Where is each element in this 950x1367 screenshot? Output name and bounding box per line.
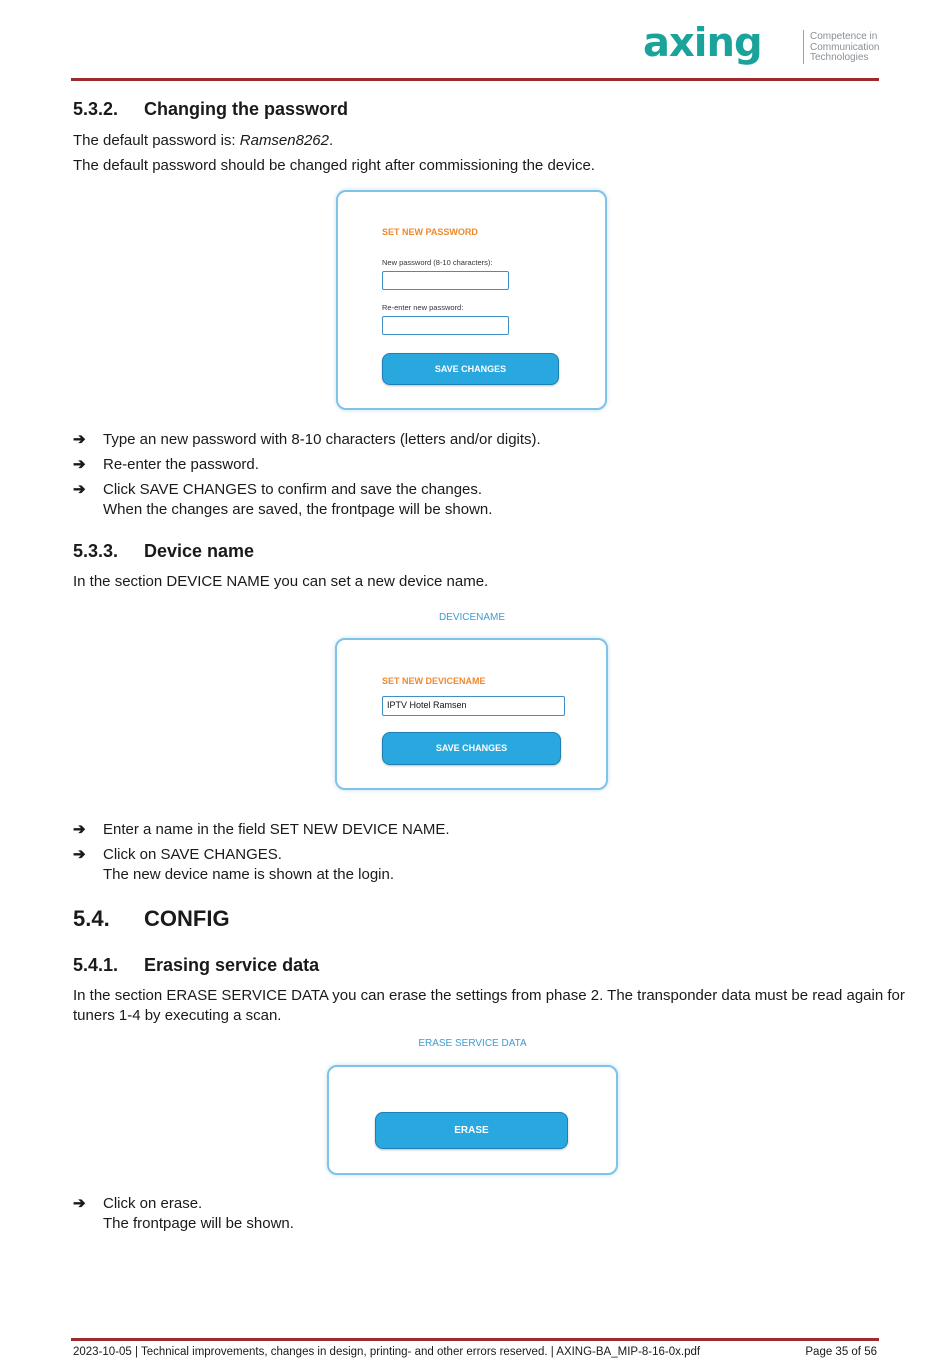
erase-button[interactable]: ERASE <box>375 1112 568 1149</box>
default-password-prefix: The default password is: <box>73 132 240 149</box>
step-result-text: The frontpage will be shown. <box>103 1215 294 1232</box>
section-533-heading <box>73 541 254 562</box>
save-changes-button[interactable]: SAVE CHANGES <box>382 353 559 385</box>
devicename-panel <box>335 638 608 790</box>
arrow-icon: ➔ <box>73 821 86 838</box>
section-532-heading <box>73 99 348 120</box>
logo-text: axing <box>643 26 762 66</box>
footer-rule <box>71 1338 879 1341</box>
reenter-password-input[interactable] <box>382 316 509 335</box>
footer-text: 2023-10-05 | Technical improvements, changes in design, printing- and other errors reserved. | AXING-BA_MIP-8-16-0x.pdf <box>73 1346 701 1358</box>
section-title: Device name <box>144 541 255 561</box>
erase-intro-line-1: In the section ERASE SERVICE DATA you can erase the settings from phase 2. The transponder data must be read again for <box>73 987 905 1004</box>
save-changes-button[interactable]: SAVE CHANGES <box>382 732 561 765</box>
section-title: Erasing service data <box>144 955 320 975</box>
step-text: Click SAVE CHANGES to confirm and save the changes. <box>103 481 483 498</box>
arrow-icon: ➔ <box>73 481 86 498</box>
set-password-title: SET NEW PASSWORD <box>382 227 478 237</box>
page-number: Page 35 of 56 <box>805 1346 877 1358</box>
step-result-text: When the changes are saved, the frontpage will be shown. <box>103 501 493 518</box>
step-result-text: The new device name is shown at the login. <box>103 866 394 883</box>
default-password-line <box>73 132 333 149</box>
tagline-line-3: Technologies <box>810 52 869 63</box>
section-541-heading <box>73 955 319 976</box>
default-password-suffix: . <box>329 132 334 149</box>
erase-service-data-caption: ERASE SERVICE DATA <box>418 1038 527 1049</box>
step-text: Click on SAVE CHANGES. <box>103 846 282 863</box>
section-number: 5.3.3. <box>73 541 119 561</box>
devicename-caption: DEVICENAME <box>438 612 506 623</box>
axing-logo <box>643 26 798 66</box>
change-password-advice: The default password should be changed right after commissioning the device. <box>73 157 595 174</box>
reenter-password-label: Re-enter new password: <box>382 303 464 312</box>
new-password-label: New password (8-10 characters): <box>382 258 493 267</box>
section-number: 5.4.1. <box>73 955 119 975</box>
step-text: Enter a name in the field SET NEW DEVICE NAME. <box>103 821 450 838</box>
default-password-value: Ramsen8262 <box>239 132 329 149</box>
section-number: 5.4. <box>73 906 110 931</box>
set-devicename-title: SET NEW DEVICENAME <box>382 676 486 686</box>
set-password-panel <box>336 190 607 410</box>
arrow-icon: ➔ <box>73 431 86 448</box>
arrow-icon: ➔ <box>73 846 86 863</box>
section-title: CONFIG <box>144 906 230 931</box>
tagline-line-2: Communication <box>810 41 880 53</box>
tagline <box>810 32 879 64</box>
step-text: Re-enter the password. <box>103 456 259 473</box>
step-text: Type an new password with 8-10 characters (letters and/or digits). <box>103 431 541 448</box>
erase-service-data-panel <box>327 1065 618 1175</box>
tagline-line-1: Competence in <box>810 31 878 42</box>
devicename-input[interactable]: IPTV Hotel Ramsen <box>382 696 565 716</box>
arrow-icon: ➔ <box>73 456 86 473</box>
erase-intro-line-2: tuners 1-4 by executing a scan. <box>73 1007 282 1024</box>
logo-separator <box>803 30 804 64</box>
arrow-icon: ➔ <box>73 1195 86 1212</box>
section-54-heading <box>73 906 230 932</box>
section-number: 5.3.2. <box>73 99 119 119</box>
step-text: Click on erase. <box>103 1195 203 1212</box>
header-rule <box>71 78 879 81</box>
new-password-input[interactable] <box>382 271 509 290</box>
device-name-intro: In the section DEVICE NAME you can set a new device name. <box>73 573 489 590</box>
section-title: Changing the password <box>144 99 349 119</box>
